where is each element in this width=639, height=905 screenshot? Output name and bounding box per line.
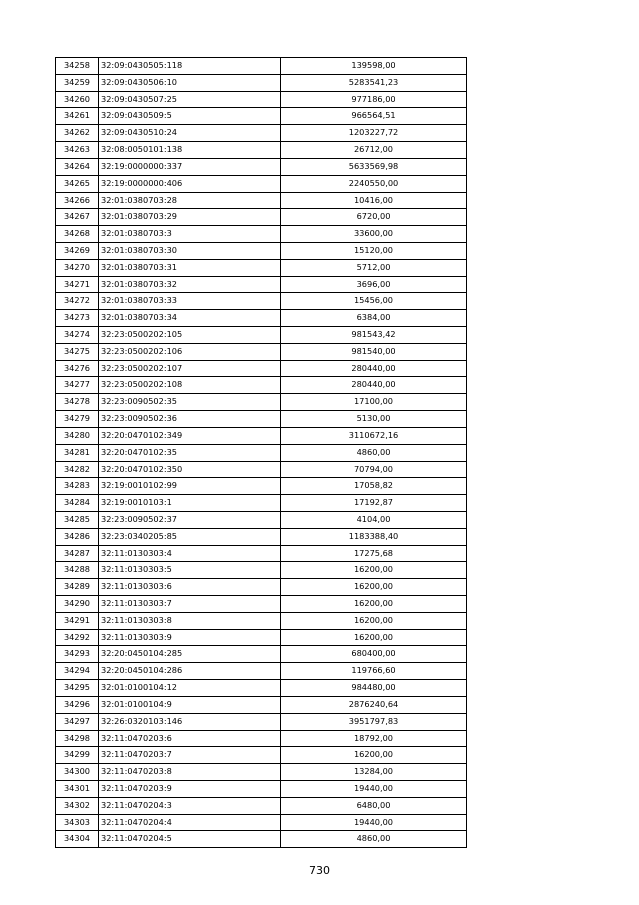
table-row (56, 612, 467, 629)
table-row (56, 327, 467, 344)
table-row (56, 814, 467, 831)
value-cell: 17100,00 (281, 394, 467, 411)
value-cell: 2876240,64 (281, 696, 467, 713)
row-number-cell: 34284 (56, 495, 99, 512)
cadastral-number-cell: 32:23:0340205:85 (99, 528, 281, 545)
cadastral-number-cell: 32:19:0010102:99 (99, 478, 281, 495)
table-row (56, 478, 467, 495)
value-cell: 70794,00 (281, 461, 467, 478)
value-cell: 10416,00 (281, 192, 467, 209)
cadastral-number-cell: 32:23:0090502:35 (99, 394, 281, 411)
table-row (56, 797, 467, 814)
value-cell: 26712,00 (281, 142, 467, 159)
table-row (56, 730, 467, 747)
cadastral-number-cell: 32:01:0380703:31 (99, 259, 281, 276)
table-row (56, 831, 467, 848)
value-cell: 977186,00 (281, 91, 467, 108)
value-cell: 966564,51 (281, 108, 467, 125)
table-row (56, 377, 467, 394)
row-number-cell: 34269 (56, 242, 99, 259)
value-cell: 6480,00 (281, 797, 467, 814)
cadastral-number-cell: 32:11:0130303:6 (99, 579, 281, 596)
cadastral-number-cell: 32:11:0470203:7 (99, 747, 281, 764)
value-cell: 981543,42 (281, 327, 467, 344)
value-cell: 17058,82 (281, 478, 467, 495)
row-number-cell: 34259 (56, 74, 99, 91)
table-row (56, 646, 467, 663)
table-row (56, 91, 467, 108)
row-number-cell: 34297 (56, 713, 99, 730)
cadastral-number-cell: 32:09:0430509:5 (99, 108, 281, 125)
cadastral-number-cell: 32:09:0430510:24 (99, 125, 281, 142)
table-row (56, 427, 467, 444)
cadastral-number-cell: 32:01:0100104:12 (99, 680, 281, 697)
table-row (56, 780, 467, 797)
row-number-cell: 34280 (56, 427, 99, 444)
cadastral-number-cell: 32:08:0050101:138 (99, 142, 281, 159)
row-number-cell: 34271 (56, 276, 99, 293)
table-row (56, 713, 467, 730)
row-number-cell: 34274 (56, 327, 99, 344)
data-table (55, 57, 467, 848)
value-cell: 1183388,40 (281, 528, 467, 545)
row-number-cell: 34272 (56, 293, 99, 310)
cadastral-number-cell: 32:23:0090502:37 (99, 511, 281, 528)
table-row (56, 528, 467, 545)
value-cell: 16200,00 (281, 579, 467, 596)
table-row (56, 74, 467, 91)
row-number-cell: 34287 (56, 545, 99, 562)
value-cell: 5130,00 (281, 411, 467, 428)
value-cell: 16200,00 (281, 612, 467, 629)
cadastral-number-cell: 32:11:0130303:4 (99, 545, 281, 562)
table-row (56, 747, 467, 764)
row-number-cell: 34270 (56, 259, 99, 276)
value-cell: 3696,00 (281, 276, 467, 293)
value-cell: 16200,00 (281, 596, 467, 613)
table-row (56, 394, 467, 411)
cadastral-number-cell: 32:19:0000000:406 (99, 175, 281, 192)
row-number-cell: 34294 (56, 663, 99, 680)
table-row (56, 108, 467, 125)
cadastral-number-cell: 32:23:0500202:107 (99, 360, 281, 377)
cadastral-number-cell: 32:19:0010103:1 (99, 495, 281, 512)
row-number-cell: 34293 (56, 646, 99, 663)
cadastral-number-cell: 32:23:0090502:36 (99, 411, 281, 428)
row-number-cell: 34290 (56, 596, 99, 613)
cadastral-number-cell: 32:20:0470102:349 (99, 427, 281, 444)
value-cell: 19440,00 (281, 780, 467, 797)
value-cell: 5633569,98 (281, 158, 467, 175)
table-row (56, 663, 467, 680)
table-row (56, 495, 467, 512)
table-row (56, 545, 467, 562)
value-cell: 15120,00 (281, 242, 467, 259)
value-cell: 19440,00 (281, 814, 467, 831)
value-cell: 280440,00 (281, 360, 467, 377)
cadastral-number-cell: 32:01:0380703:29 (99, 209, 281, 226)
row-number-cell: 34263 (56, 142, 99, 159)
row-number-cell: 34286 (56, 528, 99, 545)
cadastral-number-cell: 32:23:0500202:106 (99, 343, 281, 360)
cadastral-number-cell: 32:11:0130303:5 (99, 562, 281, 579)
cadastral-number-cell: 32:23:0500202:105 (99, 327, 281, 344)
table-row (56, 142, 467, 159)
cadastral-number-cell: 32:20:0450104:286 (99, 663, 281, 680)
value-cell: 984480,00 (281, 680, 467, 697)
value-cell: 4860,00 (281, 444, 467, 461)
cadastral-number-cell: 32:11:0470203:9 (99, 780, 281, 797)
row-number-cell: 34268 (56, 226, 99, 243)
table-row (56, 293, 467, 310)
page-number: 730 (309, 864, 330, 877)
row-number-cell: 34303 (56, 814, 99, 831)
cadastral-number-cell: 32:09:0430505:118 (99, 58, 281, 75)
cadastral-number-cell: 32:26:0320103:146 (99, 713, 281, 730)
table-row (56, 680, 467, 697)
table-row (56, 511, 467, 528)
value-cell: 16200,00 (281, 562, 467, 579)
row-number-cell: 34276 (56, 360, 99, 377)
row-number-cell: 34288 (56, 562, 99, 579)
table-row (56, 276, 467, 293)
value-cell: 139598,00 (281, 58, 467, 75)
value-cell: 6384,00 (281, 310, 467, 327)
table-row (56, 175, 467, 192)
cadastral-number-cell: 32:11:0130303:7 (99, 596, 281, 613)
value-cell: 17275,68 (281, 545, 467, 562)
table-row (56, 444, 467, 461)
table-row (56, 596, 467, 613)
value-cell: 13284,00 (281, 764, 467, 781)
cadastral-number-cell: 32:09:0430506:10 (99, 74, 281, 91)
value-cell: 33600,00 (281, 226, 467, 243)
cadastral-number-cell: 32:20:0470102:350 (99, 461, 281, 478)
cadastral-number-cell: 32:11:0470203:8 (99, 764, 281, 781)
value-cell: 17192,87 (281, 495, 467, 512)
row-number-cell: 34292 (56, 629, 99, 646)
row-number-cell: 34267 (56, 209, 99, 226)
table-row (56, 125, 467, 142)
value-cell: 15456,00 (281, 293, 467, 310)
cadastral-number-cell: 32:01:0380703:33 (99, 293, 281, 310)
value-cell: 1203227,72 (281, 125, 467, 142)
cadastral-number-cell: 32:11:0470204:5 (99, 831, 281, 848)
cadastral-number-cell: 32:11:0130303:9 (99, 629, 281, 646)
row-number-cell: 34265 (56, 175, 99, 192)
cadastral-number-cell: 32:11:0470203:6 (99, 730, 281, 747)
row-number-cell: 34278 (56, 394, 99, 411)
cadastral-number-cell: 32:01:0380703:3 (99, 226, 281, 243)
table-row (56, 629, 467, 646)
row-number-cell: 34266 (56, 192, 99, 209)
row-number-cell: 34299 (56, 747, 99, 764)
row-number-cell: 34264 (56, 158, 99, 175)
row-number-cell: 34260 (56, 91, 99, 108)
cadastral-number-cell: 32:01:0380703:30 (99, 242, 281, 259)
table-row (56, 192, 467, 209)
value-cell: 2240550,00 (281, 175, 467, 192)
row-number-cell: 34298 (56, 730, 99, 747)
value-cell: 18792,00 (281, 730, 467, 747)
value-cell: 4104,00 (281, 511, 467, 528)
row-number-cell: 34273 (56, 310, 99, 327)
table-row (56, 158, 467, 175)
table-row (56, 579, 467, 596)
table-row (56, 226, 467, 243)
row-number-cell: 34282 (56, 461, 99, 478)
row-number-cell: 34301 (56, 780, 99, 797)
row-number-cell: 34275 (56, 343, 99, 360)
value-cell: 119766,60 (281, 663, 467, 680)
table-row (56, 461, 467, 478)
row-number-cell: 34295 (56, 680, 99, 697)
cadastral-number-cell: 32:01:0380703:32 (99, 276, 281, 293)
table-body (56, 58, 467, 848)
cadastral-number-cell: 32:01:0380703:34 (99, 310, 281, 327)
row-number-cell: 34285 (56, 511, 99, 528)
table-row (56, 360, 467, 377)
cadastral-number-cell: 32:01:0380703:28 (99, 192, 281, 209)
table-row (56, 209, 467, 226)
table-row (56, 310, 467, 327)
row-number-cell: 34258 (56, 58, 99, 75)
table-row (56, 58, 467, 75)
table-row (56, 343, 467, 360)
cadastral-number-cell: 32:19:0000000:337 (99, 158, 281, 175)
value-cell: 6720,00 (281, 209, 467, 226)
table-row (56, 242, 467, 259)
cadastral-number-cell: 32:11:0470204:4 (99, 814, 281, 831)
row-number-cell: 34289 (56, 579, 99, 596)
row-number-cell: 34261 (56, 108, 99, 125)
table-row (56, 562, 467, 579)
cadastral-number-cell: 32:01:0100104:9 (99, 696, 281, 713)
cadastral-number-cell: 32:20:0450104:285 (99, 646, 281, 663)
table-row (56, 764, 467, 781)
row-number-cell: 34283 (56, 478, 99, 495)
value-cell: 680400,00 (281, 646, 467, 663)
value-cell: 4860,00 (281, 831, 467, 848)
table-row (56, 259, 467, 276)
cadastral-number-cell: 32:09:0430507:25 (99, 91, 281, 108)
row-number-cell: 34262 (56, 125, 99, 142)
value-cell: 16200,00 (281, 629, 467, 646)
row-number-cell: 34277 (56, 377, 99, 394)
row-number-cell: 34291 (56, 612, 99, 629)
row-number-cell: 34279 (56, 411, 99, 428)
cadastral-number-cell: 32:11:0130303:8 (99, 612, 281, 629)
value-cell: 3110672,16 (281, 427, 467, 444)
value-cell: 280440,00 (281, 377, 467, 394)
value-cell: 3951797,83 (281, 713, 467, 730)
table-row (56, 696, 467, 713)
row-number-cell: 34300 (56, 764, 99, 781)
cadastral-number-cell: 32:11:0470204:3 (99, 797, 281, 814)
row-number-cell: 34304 (56, 831, 99, 848)
row-number-cell: 34296 (56, 696, 99, 713)
row-number-cell: 34281 (56, 444, 99, 461)
row-number-cell: 34302 (56, 797, 99, 814)
cadastral-number-cell: 32:23:0500202:108 (99, 377, 281, 394)
value-cell: 5712,00 (281, 259, 467, 276)
value-cell: 16200,00 (281, 747, 467, 764)
cadastral-number-cell: 32:20:0470102:35 (99, 444, 281, 461)
value-cell: 981540,00 (281, 343, 467, 360)
value-cell: 5283541,23 (281, 74, 467, 91)
table-row (56, 411, 467, 428)
